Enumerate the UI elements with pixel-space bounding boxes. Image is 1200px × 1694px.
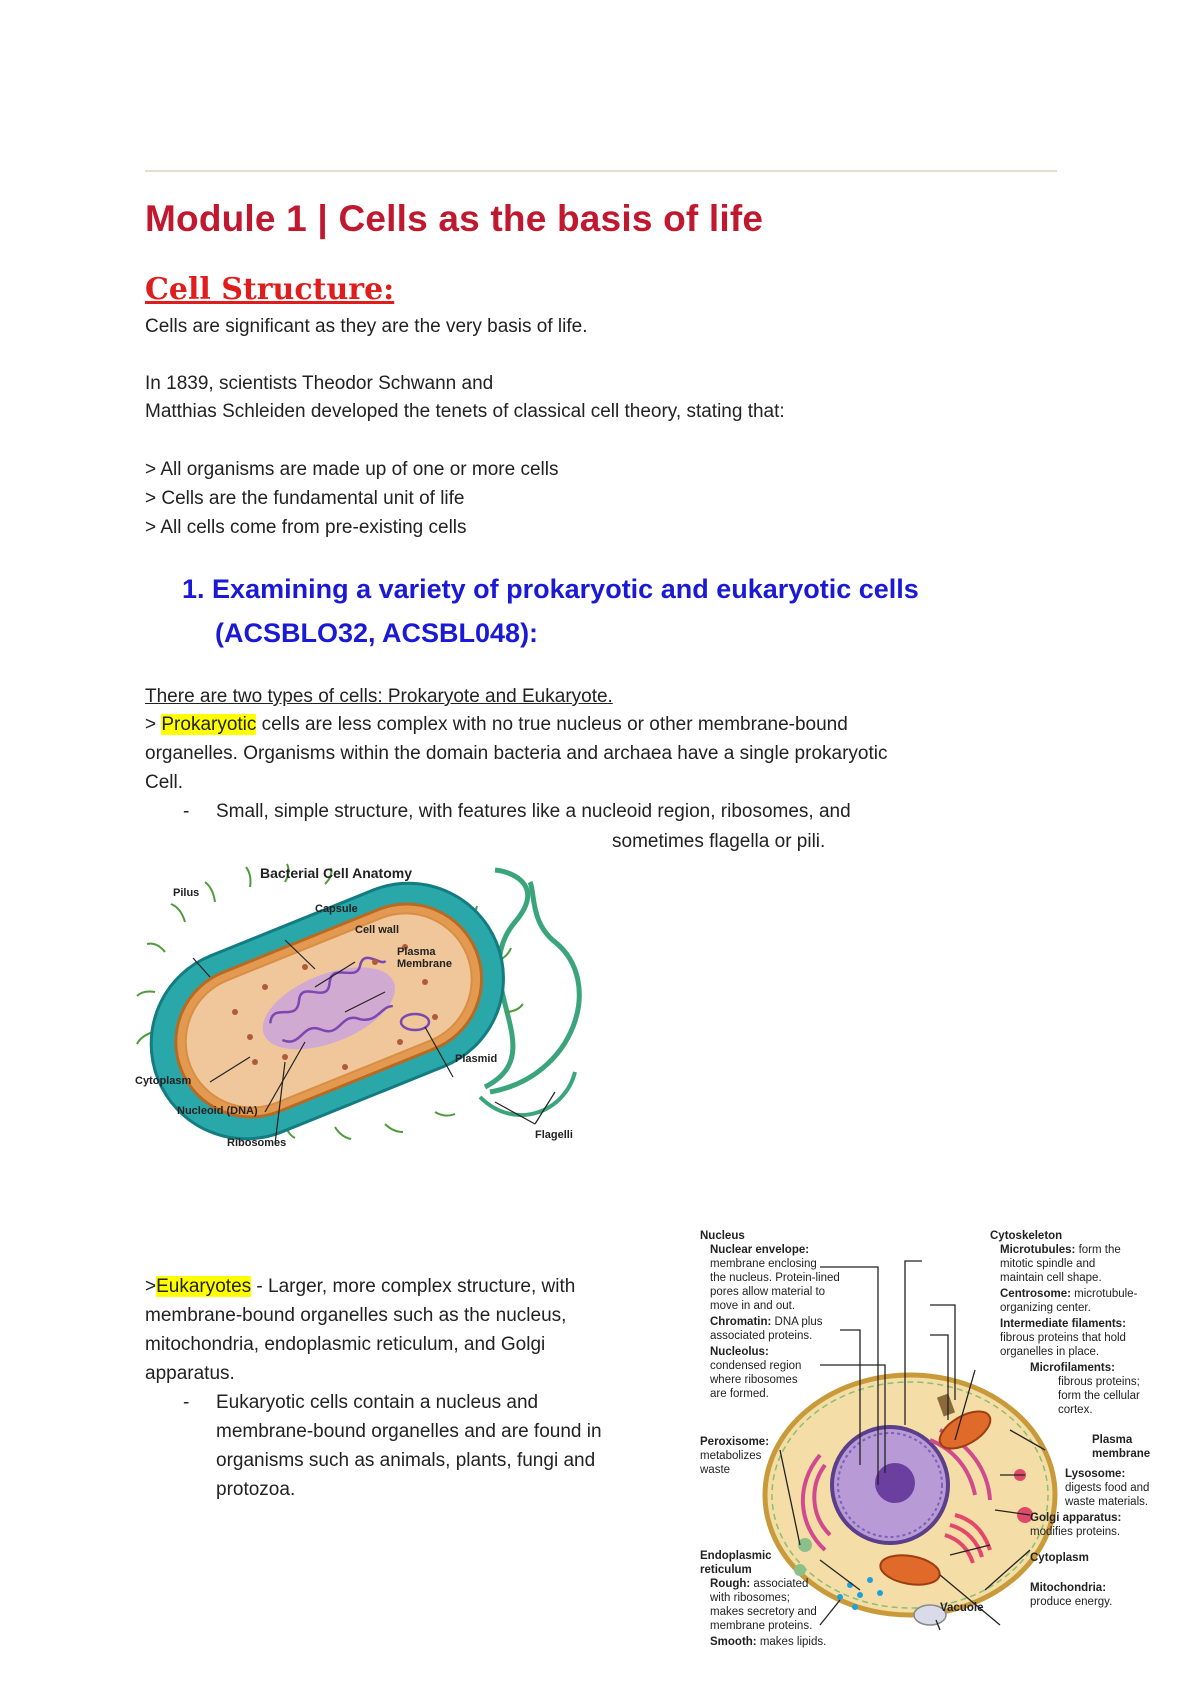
svg-text:Smooth: makes lipids. [710,1636,826,1648]
prokaryotic-bullet-line-2: sometimes flagella or pili. [612,831,826,852]
header-divider [145,170,1057,172]
prokaryotic-line-1 [145,713,848,737]
label-cs-2: organizing center. [1000,1302,1091,1314]
label-rough: Rough: [710,1578,751,1590]
label-plasma-2: membrane [1092,1448,1151,1460]
label-cs-rest: microtubule- [1070,1288,1138,1300]
label-microfilaments: Microfilaments: [1030,1362,1115,1374]
label-ne-2: the nucleus. Protein-lined [710,1272,840,1284]
label-lysosome: Lysosome: [1065,1468,1126,1480]
label-go-2: modifies proteins. [1030,1526,1121,1538]
label-mi-2: produce energy. [1030,1596,1113,1608]
label-intermediate: Intermediate filaments: [1000,1318,1126,1330]
tenet-2: > Cells are the fundamental unit of life [145,488,465,509]
history-line-1: In 1839, scientists Theodor Schwann and [145,373,494,394]
prokaryotic-line-1-rest: cells are less complex with no true nucleus or other membrane-bound [256,714,848,735]
label-cytoplasm: Cytoplasm [1030,1552,1089,1564]
label-ne-4: move in and out. [710,1300,796,1312]
label-ne-3: pores allow material to [710,1286,826,1298]
label-if-3: organelles in place. [1000,1346,1100,1358]
prokaryotic-bullet-dash: - [183,801,190,822]
label-centrosome: Centrosome: [1000,1288,1071,1300]
label-ribosomes: Ribosomes [227,1137,287,1149]
label-nl-3: are formed. [710,1388,769,1400]
eukaryotes-bullet-line-1: Eukaryotic cells contain a nucleus and [216,1392,539,1413]
svg-text:Chromatin: DNA plus [710,1316,823,1328]
section-heading-line-1 [182,574,919,605]
label-px-1: metabolizes [700,1450,762,1462]
label-cell-wall: Cell wall [355,924,400,936]
label-er-2: reticulum [700,1564,752,1576]
section-subtitle: Cell Structure: [145,272,395,307]
label-cytoplasm: Cytoplasm [135,1075,192,1087]
label-mt-rest: form the [1075,1244,1121,1256]
label-nucleolus: Nucleolus: [710,1346,769,1358]
label-cytoskeleton: Cytoskeleton [990,1230,1063,1242]
eukaryotes-bullet-line-4: protozoa. [216,1479,296,1500]
prokaryotic-highlight: Prokaryotic [161,714,257,735]
bacterial-diagram-title: Bacterial Cell Anatomy [260,865,412,881]
eukaryotic-cell-diagram [700,1225,1200,1665]
label-nuclear-envelope: Nuclear envelope: [710,1244,810,1256]
prokaryotic-bullet-line-1: Small, simple structure, with features like a nucleoid region, ribosomes, and [216,801,851,822]
tenet-3: > All cells come from pre-existing cells [145,517,467,538]
label-ly-2: digests food and [1065,1482,1150,1494]
eukaryotes-prefix: > [145,1276,157,1297]
label-chromatin-rest: DNA plus [771,1316,823,1328]
page-title: Module 1 | Cells as the basis of life [145,198,764,239]
svg-text:Nuclear envelope: [710,1244,809,1256]
label-mf-2: fibrous proteins; [1058,1376,1140,1388]
svg-text:Centrosome: microtubule- [1000,1288,1138,1300]
label-mitochondria: Mitochondria: [1030,1582,1107,1594]
label-mf-3: form the cellular [1058,1390,1140,1402]
label-nl-2: where ribosomes [710,1374,798,1386]
label-nucleoid: Nucleoid (DNA) [177,1105,258,1117]
label-plasma-1: Plasma [1092,1434,1133,1446]
label-microtubules: Microtubules: [1000,1244,1076,1256]
label-nucleus: Nucleus [700,1230,745,1242]
cell-types-line: There are two types of cells: Prokaryote and Eukaryote. [145,686,613,707]
eukaryotes-line-1-rest: - Larger, more complex structure, with [251,1276,576,1297]
label-r-2: with ribosomes; [710,1592,790,1604]
label-mt-2: mitotic spindle and [1000,1258,1096,1270]
eukaryotes-highlight: Eukaryotes [156,1276,252,1297]
prokaryotic-prefix: > [145,714,162,735]
eukaryotes-bullet-dash: - [183,1392,190,1413]
prokaryotic-line-3: Cell. [145,772,184,793]
svg-text:Microtubules: form the [1000,1244,1121,1256]
section-number: 1. [182,574,205,604]
label-mt-3: maintain cell shape. [1000,1272,1102,1284]
label-smooth: Smooth: [710,1636,757,1648]
label-rough-rest: associated [750,1578,809,1590]
label-vacuole: Vacuole [940,1602,984,1614]
label-plasmid: Plasmid [455,1053,498,1065]
label-nl-1: condensed region [710,1360,802,1372]
label-pilus: Pilus [173,887,200,899]
label-golgi: Golgi apparatus: [1030,1512,1122,1524]
eukaryotes-line-2: membrane-bound organelles such as the nucleus, [145,1305,567,1326]
intro-text: Cells are significant as they are the very basis of life. [145,316,588,337]
label-r-3: makes secretory and [710,1606,817,1618]
label-peroxisome: Peroxisome: [700,1436,770,1448]
label-mf-4: cortex. [1058,1404,1093,1416]
eukaryotes-bullet-line-3: organisms such as animals, plants, fungi and [216,1450,596,1471]
eukaryotes-line-1 [145,1275,575,1299]
label-if-2: fibrous proteins that hold [1000,1332,1126,1344]
label-flagelli: Flagelli [535,1129,573,1141]
section-heading-line-2: (ACSBLO32, ACSBL048): [215,618,539,648]
label-ly-3: waste materials. [1065,1496,1149,1508]
eukaryotes-line-3: mitochondria, endoplasmic reticulum, and Golgi [145,1334,546,1355]
label-plasma: Plasma [397,946,436,958]
label-capsule: Capsule [315,903,358,915]
section-heading-text: Examining a variety of prokaryotic and eukaryotic cells [212,574,919,604]
label-chromatin: Chromatin: [710,1316,772,1328]
svg-text:Rough: associated [710,1578,808,1590]
eukaryotes-bullet-line-2: membrane-bound organelles and are found in [216,1421,602,1442]
history-line-2: Matthias Schleiden developed the tenets of classical cell theory, stating that: [145,401,785,422]
prokaryotic-line-2: organelles. Organisms within the domain bacteria and archaea have a single prokaryotic [145,743,888,764]
bacterial-cell-diagram [135,862,595,1182]
label-er-1: Endoplasmic [700,1550,772,1562]
label-membrane: Membrane [397,958,453,970]
label-ne-1: membrane enclosing [710,1258,817,1270]
label-px-2: waste [700,1464,731,1476]
label-r-4: membrane proteins. [710,1620,813,1632]
eukaryotes-line-4: apparatus. [145,1363,235,1384]
label-smooth-rest: makes lipids. [756,1636,827,1648]
label-chromatin-2: associated proteins. [710,1330,813,1342]
tenet-1: > All organisms are made up of one or more cells [145,459,559,480]
